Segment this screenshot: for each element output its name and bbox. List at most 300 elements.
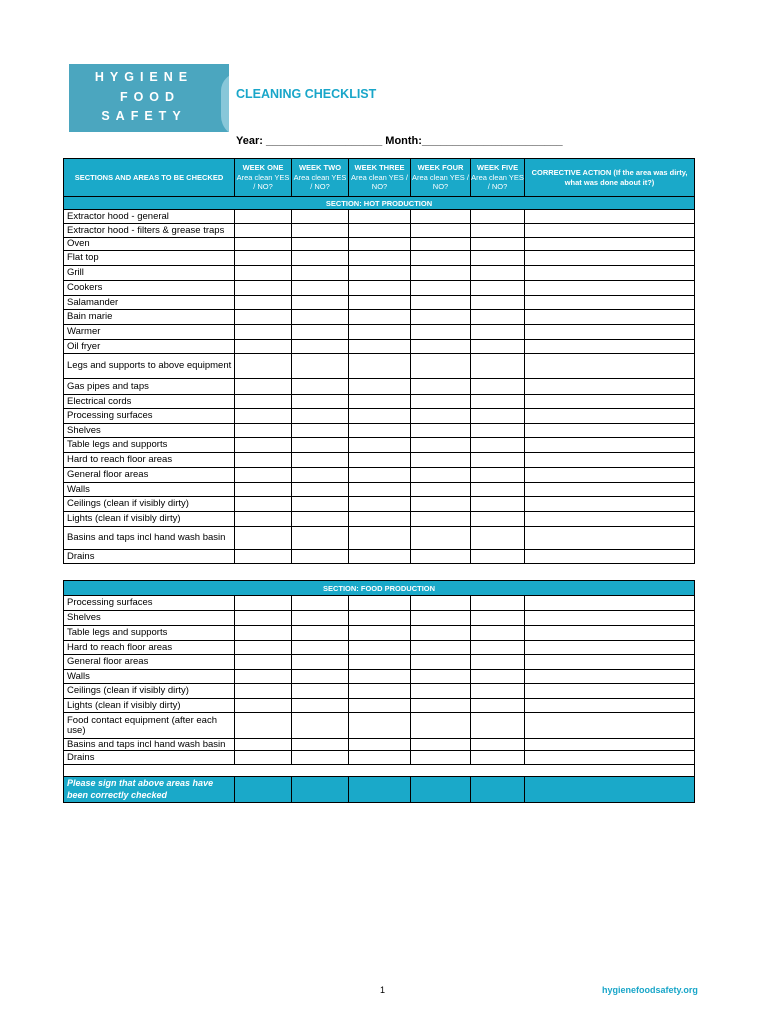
week-four-cell[interactable] [411,354,471,379]
area-name: Legs and supports to above equipment [64,354,235,379]
week-three-title: WEEK THREE [354,162,405,172]
table-row [64,655,695,670]
corrective-action-cell[interactable] [525,699,695,713]
header-week-five [471,159,525,197]
week-one-cell[interactable] [235,468,292,483]
week-two-cell[interactable] [292,251,349,266]
section-title-hot: SECTION: HOT PRODUCTION [64,197,695,210]
corrective-action-cell[interactable] [525,483,695,497]
table-row [64,224,695,238]
week-one-cell[interactable] [235,626,292,641]
area-name: Electrical cords [64,395,235,409]
table-row [64,611,695,626]
week-one-cell[interactable] [235,596,292,611]
week-four-cell[interactable] [411,527,471,550]
week-two-cell[interactable] [292,641,349,655]
area-name: Bain marie [64,310,235,325]
week-four-cell[interactable] [411,550,471,564]
corrective-action-cell[interactable] [525,453,695,468]
corrective-action-cell[interactable] [525,424,695,438]
table-row [64,438,695,453]
week-four-cell[interactable] [411,325,471,340]
week-one-cell[interactable] [235,210,292,224]
week-two-cell[interactable] [292,497,349,512]
table-row [64,453,695,468]
week-one-cell[interactable] [235,641,292,655]
week-two-cell[interactable] [292,655,349,670]
week-two-cell[interactable] [292,296,349,310]
week-one-cell[interactable] [235,699,292,713]
week-two-cell[interactable] [292,684,349,699]
week-four-cell[interactable] [411,340,471,354]
header-row [64,159,695,197]
table-row [64,713,695,739]
week-two-cell[interactable] [292,483,349,497]
corrective-action-cell[interactable] [525,641,695,655]
year-month-line [236,135,563,147]
week-three-cell[interactable] [349,438,411,453]
week-five-cell[interactable] [471,751,525,765]
area-name: Lights (clean if visibly dirty) [64,699,235,713]
week-one-cell[interactable] [235,340,292,354]
week-one-cell[interactable] [235,751,292,765]
corrective-action-cell[interactable] [525,550,695,564]
week-two-sub: Area clean YES / NO? [293,172,347,192]
table-row [64,395,695,409]
week-two-cell[interactable] [292,238,349,251]
corrective-action-cell[interactable] [525,438,695,453]
week-three-cell[interactable] [349,655,411,670]
table-row [64,266,695,281]
area-name: Salamander [64,296,235,310]
corrective-action-cell[interactable] [525,497,695,512]
week-one-cell[interactable] [235,483,292,497]
area-name: Gas pipes and taps [64,379,235,395]
corrective-action-cell[interactable] [525,281,695,296]
week-three-cell[interactable] [349,497,411,512]
week-five-cell[interactable] [471,424,525,438]
corrective-action-cell[interactable] [525,527,695,550]
week-five-cell[interactable] [471,251,525,266]
week-two-cell[interactable] [292,379,349,395]
week-two-cell[interactable] [292,611,349,626]
week-five-cell[interactable] [471,684,525,699]
week-five-cell[interactable] [471,713,525,739]
week-three-cell[interactable] [349,251,411,266]
week-three-cell[interactable] [349,468,411,483]
week-three-cell[interactable] [349,354,411,379]
table-row [64,210,695,224]
table-row [64,483,695,497]
area-name: Shelves [64,424,235,438]
week-two-cell[interactable] [292,670,349,684]
week-one-cell[interactable] [235,409,292,424]
week-five-cell[interactable] [471,626,525,641]
week-five-cell[interactable] [471,266,525,281]
area-name: Extractor hood - filters & grease traps [64,224,235,238]
week-five-cell[interactable] [471,655,525,670]
table-row [64,238,695,251]
spacer-cell [64,765,695,777]
week-four-cell[interactable] [411,611,471,626]
week-three-cell[interactable] [349,751,411,765]
month-label: Month: [385,135,422,147]
week-five-cell[interactable] [471,739,525,751]
week-four-cell[interactable] [411,596,471,611]
week-five-cell[interactable] [471,238,525,251]
week-five-cell[interactable] [471,670,525,684]
week-two-cell[interactable] [292,325,349,340]
week-four-cell[interactable] [411,453,471,468]
week-three-cell[interactable] [349,210,411,224]
table-row [64,527,695,550]
table-row [64,251,695,266]
week-two-cell[interactable] [292,424,349,438]
table-row [64,512,695,527]
week-two-cell[interactable] [292,409,349,424]
week-five-cell[interactable] [471,438,525,453]
week-one-cell[interactable] [235,424,292,438]
week-four-cell[interactable] [411,438,471,453]
table-row [64,310,695,325]
week-five-cell[interactable] [471,596,525,611]
week-three-sub: Area clean YES / NO? [351,172,408,192]
week-five-title: WEEK FIVE [476,162,519,172]
spacer-row [64,765,695,777]
week-five-cell[interactable] [471,379,525,395]
week-three-cell[interactable] [349,409,411,424]
week-one-cell[interactable] [235,713,292,739]
week-one-cell[interactable] [235,684,292,699]
week-four-cell[interactable] [411,251,471,266]
week-one-cell[interactable] [235,395,292,409]
logo-line-safety: SAFETY [101,109,187,123]
week-three-cell[interactable] [349,670,411,684]
week-four-sub: Area clean YES / NO? [412,172,469,192]
area-name: Oven [64,238,235,251]
week-three-cell[interactable] [349,224,411,238]
week-two-cell[interactable] [292,699,349,713]
corrective-action-cell[interactable] [525,296,695,310]
section-row-hot [64,197,695,210]
week-five-cell[interactable] [471,497,525,512]
week-three-cell[interactable] [349,512,411,527]
area-name: Walls [64,483,235,497]
sign-week-two[interactable] [292,777,349,803]
week-five-cell[interactable] [471,468,525,483]
week-three-cell[interactable] [349,238,411,251]
corrective-action-cell[interactable] [525,340,695,354]
page-number: 1 [380,985,386,995]
week-one-cell[interactable] [235,611,292,626]
sign-week-three[interactable] [349,777,411,803]
corrective-action-cell[interactable] [525,670,695,684]
corrective-action-cell[interactable] [525,325,695,340]
week-four-cell[interactable] [411,713,471,739]
area-name: Basins and taps incl hand wash basin [64,527,235,550]
week-three-cell[interactable] [349,379,411,395]
corrective-action-cell[interactable] [525,596,695,611]
week-two-cell[interactable] [292,310,349,325]
week-four-cell[interactable] [411,296,471,310]
table-row [64,596,695,611]
header-week-two [292,159,349,197]
logo-line-food: FOOD [119,90,181,104]
week-three-cell[interactable] [349,739,411,751]
week-two-cell[interactable] [292,340,349,354]
corrective-action-cell[interactable] [525,266,695,281]
week-four-cell[interactable] [411,395,471,409]
table-row [64,550,695,564]
area-name: Cookers [64,281,235,296]
week-one-sub: Area clean YES / NO? [236,172,290,192]
week-three-cell[interactable] [349,325,411,340]
corrective-action-cell[interactable] [525,251,695,266]
week-three-cell[interactable] [349,641,411,655]
week-four-cell[interactable] [411,684,471,699]
corrective-action-cell[interactable] [525,395,695,409]
week-five-cell[interactable] [471,395,525,409]
corrective-action-cell[interactable] [525,210,695,224]
week-one-cell[interactable] [235,655,292,670]
table-row [64,468,695,483]
sign-label: Please sign that above areas have been correctly checked [64,777,235,803]
week-three-cell[interactable] [349,266,411,281]
week-four-cell[interactable] [411,409,471,424]
area-name: Grill [64,266,235,281]
week-one-cell[interactable] [235,354,292,379]
week-one-cell[interactable] [235,251,292,266]
area-name: Food contact equipment (after each use) [64,713,235,739]
week-four-cell[interactable] [411,281,471,296]
week-five-sub: Area clean YES / NO? [471,172,524,192]
week-one-cell[interactable] [235,266,292,281]
week-one-cell[interactable] [235,379,292,395]
area-name: Oil fryer [64,340,235,354]
week-one-cell[interactable] [235,512,292,527]
week-four-cell[interactable] [411,699,471,713]
week-two-title: WEEK TWO [298,162,342,172]
week-one-title: WEEK ONE [242,162,284,172]
week-five-cell[interactable] [471,340,525,354]
week-two-cell[interactable] [292,354,349,379]
area-name: Lights (clean if visibly dirty) [64,512,235,527]
area-name: Drains [64,550,235,564]
table-row [64,699,695,713]
week-four-cell[interactable] [411,670,471,684]
week-four-cell[interactable] [411,424,471,438]
week-five-cell[interactable] [471,354,525,379]
header-week-three [349,159,411,197]
week-two-cell[interactable] [292,596,349,611]
corrective-action-cell[interactable] [525,409,695,424]
corrective-action-cell[interactable] [525,379,695,395]
corrective-action-cell[interactable] [525,238,695,251]
week-one-cell[interactable] [235,438,292,453]
sign-corrective[interactable] [525,777,695,803]
week-three-cell[interactable] [349,340,411,354]
week-two-cell[interactable] [292,266,349,281]
area-name: Ceilings (clean if visibly dirty) [64,684,235,699]
week-five-cell[interactable] [471,699,525,713]
week-five-cell[interactable] [471,453,525,468]
week-one-cell[interactable] [235,238,292,251]
sign-week-one[interactable] [235,777,292,803]
table-row [64,626,695,641]
sign-week-five[interactable] [471,777,525,803]
week-four-cell[interactable] [411,497,471,512]
week-five-cell[interactable] [471,512,525,527]
week-one-cell[interactable] [235,224,292,238]
area-name: Table legs and supports [64,626,235,641]
week-four-cell[interactable] [411,626,471,641]
week-two-cell[interactable] [292,751,349,765]
corrective-action-cell[interactable] [525,310,695,325]
corrective-action-cell[interactable] [525,626,695,641]
area-name: Ceilings (clean if visibly dirty) [64,497,235,512]
week-four-cell[interactable] [411,468,471,483]
year-field[interactable]: ___________________ [265,135,383,147]
week-two-cell[interactable] [292,468,349,483]
week-three-cell[interactable] [349,550,411,564]
food-production-table [63,580,695,803]
area-name: Basins and taps incl hand wash basin [64,739,235,751]
week-three-cell[interactable] [349,281,411,296]
week-one-cell[interactable] [235,670,292,684]
week-two-cell[interactable] [292,527,349,550]
week-two-cell[interactable] [292,626,349,641]
week-four-cell[interactable] [411,641,471,655]
week-one-cell[interactable] [235,310,292,325]
table-row [64,497,695,512]
week-two-cell[interactable] [292,281,349,296]
area-name: Hard to reach floor areas [64,453,235,468]
week-five-cell[interactable] [471,483,525,497]
week-five-cell[interactable] [471,310,525,325]
brand-logo [69,64,229,132]
week-four-cell[interactable] [411,512,471,527]
week-one-cell[interactable] [235,281,292,296]
week-five-cell[interactable] [471,210,525,224]
week-one-cell[interactable] [235,296,292,310]
week-four-cell[interactable] [411,379,471,395]
header-week-four [411,159,471,197]
week-five-cell[interactable] [471,296,525,310]
table-row [64,739,695,751]
week-three-cell[interactable] [349,395,411,409]
table-row [64,296,695,310]
week-five-cell[interactable] [471,325,525,340]
week-three-cell[interactable] [349,699,411,713]
week-four-cell[interactable] [411,310,471,325]
week-two-cell[interactable] [292,453,349,468]
week-three-cell[interactable] [349,424,411,438]
week-three-cell[interactable] [349,626,411,641]
week-three-cell[interactable] [349,527,411,550]
week-five-cell[interactable] [471,281,525,296]
table-row [64,670,695,684]
week-five-cell[interactable] [471,641,525,655]
week-one-cell[interactable] [235,453,292,468]
week-three-cell[interactable] [349,310,411,325]
corrective-action-cell[interactable] [525,751,695,765]
week-five-cell[interactable] [471,611,525,626]
week-two-cell[interactable] [292,739,349,751]
corrective-action-cell[interactable] [525,354,695,379]
sign-week-four[interactable] [411,777,471,803]
area-name: General floor areas [64,468,235,483]
week-four-cell[interactable] [411,238,471,251]
week-three-cell[interactable] [349,483,411,497]
corrective-action-cell[interactable] [525,684,695,699]
corrective-action-cell[interactable] [525,655,695,670]
area-name: Table legs and supports [64,438,235,453]
week-four-cell[interactable] [411,739,471,751]
corrective-action-cell[interactable] [525,224,695,238]
corrective-action-cell[interactable] [525,512,695,527]
corrective-action-cell[interactable] [525,713,695,739]
week-one-cell[interactable] [235,497,292,512]
week-four-cell[interactable] [411,266,471,281]
week-one-cell[interactable] [235,325,292,340]
week-four-title: WEEK FOUR [417,162,464,172]
week-five-cell[interactable] [471,409,525,424]
area-name: Flat top [64,251,235,266]
week-two-cell[interactable] [292,210,349,224]
week-two-cell[interactable] [292,395,349,409]
area-name: Shelves [64,611,235,626]
week-three-cell[interactable] [349,611,411,626]
week-three-cell[interactable] [349,684,411,699]
week-three-cell[interactable] [349,713,411,739]
table-row [64,325,695,340]
table-row [64,641,695,655]
corrective-action-cell[interactable] [525,468,695,483]
year-label: Year: [236,135,263,147]
table-row [64,751,695,765]
area-name: Processing surfaces [64,409,235,424]
week-two-cell[interactable] [292,512,349,527]
corrective-action-cell[interactable] [525,739,695,751]
week-five-cell[interactable] [471,224,525,238]
corrective-action-cell[interactable] [525,611,695,626]
week-one-cell[interactable] [235,739,292,751]
section-title-food: SECTION: FOOD PRODUCTION [64,581,695,596]
week-four-cell[interactable] [411,483,471,497]
week-five-cell[interactable] [471,550,525,564]
week-one-cell[interactable] [235,527,292,550]
week-two-cell[interactable] [292,224,349,238]
week-two-cell[interactable] [292,438,349,453]
week-four-cell[interactable] [411,210,471,224]
week-three-cell[interactable] [349,596,411,611]
area-name: Hard to reach floor areas [64,641,235,655]
week-three-cell[interactable] [349,453,411,468]
logo-line-hygiene: HYGIENE [94,70,194,84]
week-two-cell[interactable] [292,550,349,564]
month-field[interactable]: _______________________ [421,135,563,147]
week-two-cell[interactable] [292,713,349,739]
week-five-cell[interactable] [471,527,525,550]
week-one-cell[interactable] [235,550,292,564]
week-three-cell[interactable] [349,296,411,310]
area-name: General floor areas [64,655,235,670]
footer-site-link[interactable]: hygienefoodsafety.org [602,985,698,995]
week-four-cell[interactable] [411,224,471,238]
week-four-cell[interactable] [411,655,471,670]
week-four-cell[interactable] [411,751,471,765]
header-week-one [235,159,292,197]
